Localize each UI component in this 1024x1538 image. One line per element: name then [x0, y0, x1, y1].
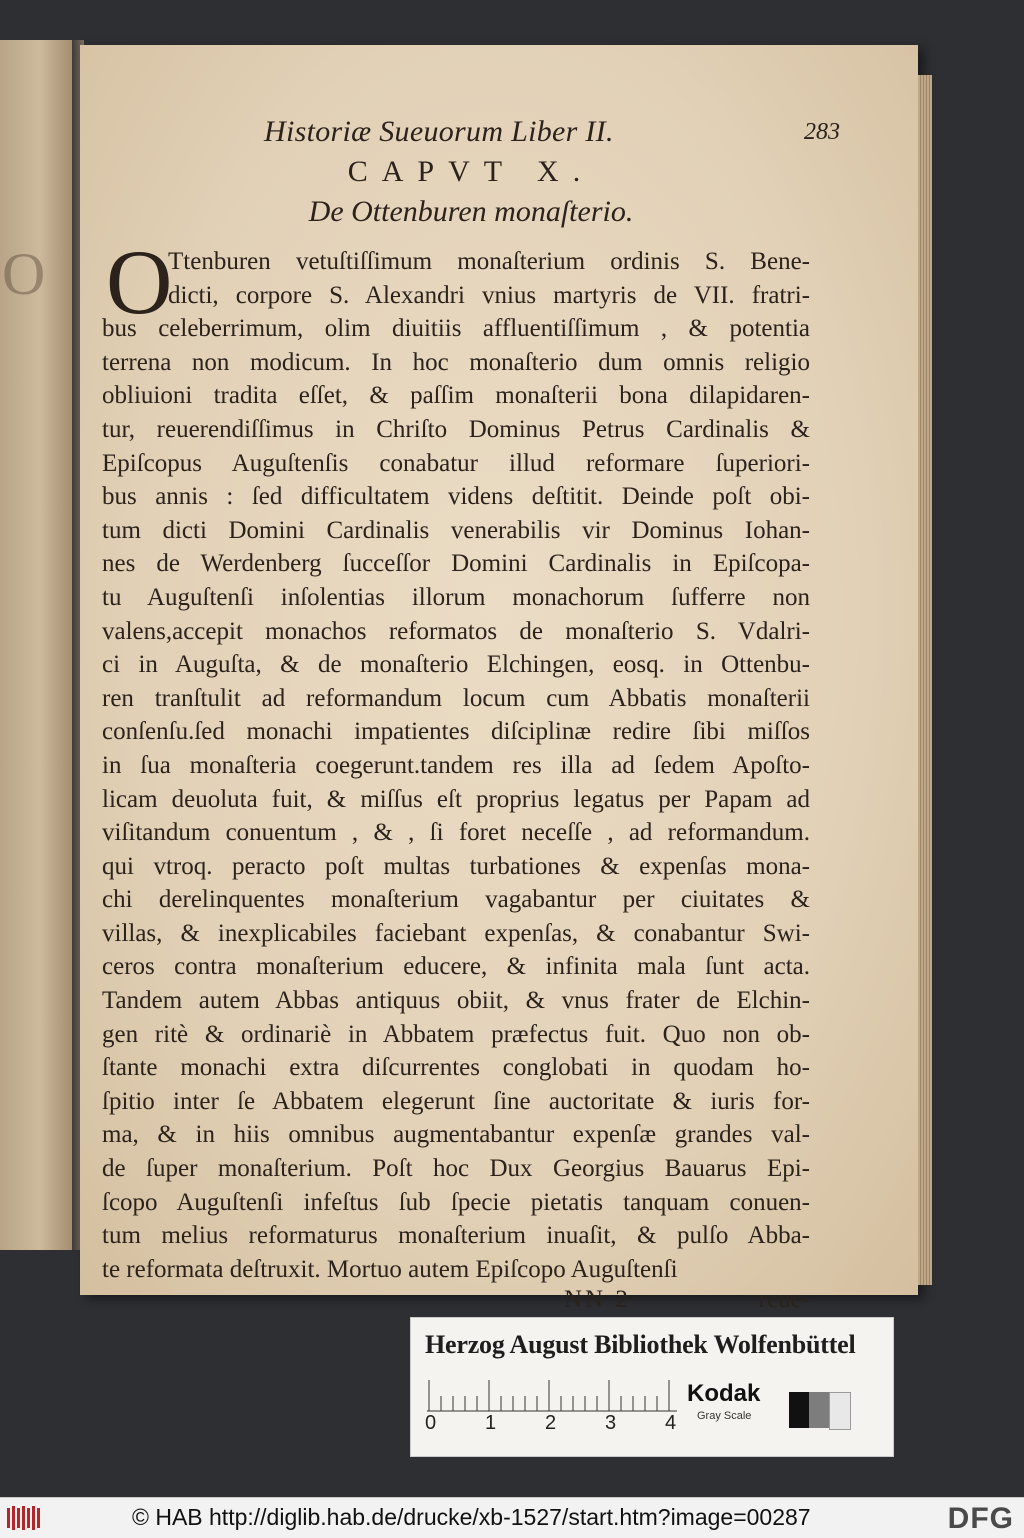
- body-text: [102, 231, 810, 1320]
- chapter-title: CAPVT X.: [347, 155, 595, 188]
- footer-bar: [0, 1497, 1024, 1538]
- page-number: 283: [804, 119, 840, 145]
- library-color-card: [410, 1317, 894, 1457]
- gray-scale-label: Gray Scale: [697, 1410, 752, 1422]
- text-line: valens,accepit monachos reformatos de monaſterio S. Vdalri-: [102, 617, 810, 645]
- text-line: bus celeberrimum, olim diuitiis affluentiſſimum , & potentia: [102, 315, 810, 343]
- text-line: licam deuoluta fuit, & miſſus eſt proprius legatus per Papam ad: [102, 785, 810, 813]
- dfg-logo: DFG: [947, 1502, 1014, 1535]
- text-line: ma, & in hiis omnibus augmentabantur expenſæ grandes val-: [102, 1121, 810, 1149]
- text-line: ſpitio inter ſe Abbatem elegerunt ſine auctoritate & iuris for-: [102, 1087, 810, 1115]
- ruler-number: 1: [485, 1412, 497, 1434]
- adjacent-page-show-through: O: [2, 241, 46, 307]
- text-line: Tandem autem Abbas antiquus obiit, & vnus frater de Elchin-: [102, 987, 810, 1015]
- ruler-icon: [427, 1378, 677, 1412]
- gray-patch-white: [829, 1392, 851, 1430]
- catchword: reue-: [758, 1286, 810, 1314]
- text-line: tum melius reformaturus monaſterium inuaſit, & pulſo Abba-: [102, 1222, 810, 1250]
- text-line: ci in Auguſta, & de monaſterio Elchingen, eosq. in Ottenbu-: [102, 651, 810, 679]
- text-line: Ttenburen vetuſtiſſimum monaſterium ordinis S. Bene-: [168, 248, 810, 275]
- text-line: ren tranſtulit ad reformandum locum cum Abbatis monaſterii: [102, 684, 810, 712]
- text-line: terrena non modicum. In hoc monaſterio dum omnis religio: [102, 348, 810, 376]
- text-line: viſitandum conuentum , & , ſi foret neceſſe , ad reformandum.: [102, 819, 810, 847]
- text-line: tu Auguſtenſi inſolentias illorum monachorum ſufferre non: [102, 583, 810, 611]
- gray-patch-mid: [809, 1392, 829, 1428]
- text-line: qui vtroq. peracto poſt multas turbationes & expenſas mona-: [102, 852, 810, 880]
- text-line: tum dicti Domini Cardinalis venerabilis vir Dominus Iohan-: [102, 516, 810, 544]
- text-line: dicti, corpore S. Alexandri vnius martyris de VII. fratri-: [168, 281, 810, 309]
- text-line: ſcopo Auguſtenſi infeſtus ſub ſpecie pietatis tanquam conuen-: [102, 1188, 810, 1216]
- text-line: ſtante monachi extra diſcurrentes conglobati in quodam ho-: [102, 1054, 810, 1082]
- text-line: gen ritè & ordinariè in Abbatem præfectus fuit. Quo non ob-: [102, 1020, 810, 1048]
- source-link[interactable]: © HAB http://diglib.hab.de/drucke/xb-1527/start.htm?image=00287: [132, 1504, 811, 1530]
- signature-line: [102, 1286, 810, 1320]
- gray-patch-black: [789, 1392, 809, 1428]
- text-line: villas, & inexplicabiles faciebant expenſas, & conabantur Swi-: [102, 919, 810, 947]
- page-edges: [918, 75, 932, 1285]
- ruler-number: 2: [545, 1412, 557, 1434]
- text-line: de ſuper monaſterium. Poſt hoc Dux Georgius Bauarus Epi-: [102, 1155, 810, 1183]
- text-line: nes de Werdenberg ſucceſſor Domini Cardinalis in Epiſcopa-: [102, 550, 810, 578]
- drop-cap: O: [106, 231, 173, 333]
- kodak-brand: Kodak: [687, 1380, 761, 1407]
- text-line: obliuioni tradita eſſet, & paſſim monaſterii bona dilapidaren-: [102, 382, 810, 410]
- text-line: Epiſcopus Auguſtenſis conabatur illud reformare ſuperiori-: [102, 449, 810, 477]
- running-title: Historiæ Sueuorum Liber II.: [264, 115, 614, 148]
- text-line: conſenſu.ſed monachi impatientes diſciplinæ redire ſibi miſſos: [102, 718, 810, 746]
- text-line: bus annis : ſed difficultatem videns deſtitit. Deinde poſt obi-: [102, 483, 810, 511]
- page-header: [102, 115, 840, 157]
- text-line: chi derelinquentes monaſterium vagabantur per ciuitates &: [102, 886, 810, 914]
- ruler-number: 0: [425, 1412, 437, 1434]
- adjacent-page-edge: [0, 40, 74, 1250]
- text-line: te reformata deſtruxit. Mortuo autem Epiſcopo Auguſtenſi: [102, 1255, 678, 1283]
- signature-mark: NN 2: [564, 1286, 631, 1314]
- text-line: tur, reuerendiſſimus in Chriſto Dominus Petrus Cardinalis &: [102, 415, 810, 443]
- book-page: [80, 45, 918, 1314]
- hab-logo-icon: [6, 1504, 42, 1532]
- ruler-number: 4: [665, 1412, 677, 1434]
- text-line: ceros contra monaſterium educere, & infinita mala ſunt acta.: [102, 953, 810, 981]
- text-line: in ſua monaſteria coegerunt.tandem res illa ad ſedem Apoſto-: [102, 751, 810, 779]
- section-title: De Ottenburen monaſterio.: [308, 195, 634, 228]
- page-content: [102, 115, 840, 1320]
- ruler-number: 3: [605, 1412, 617, 1434]
- library-name: Herzog August Bibliothek Wolfenbüttel: [425, 1330, 856, 1359]
